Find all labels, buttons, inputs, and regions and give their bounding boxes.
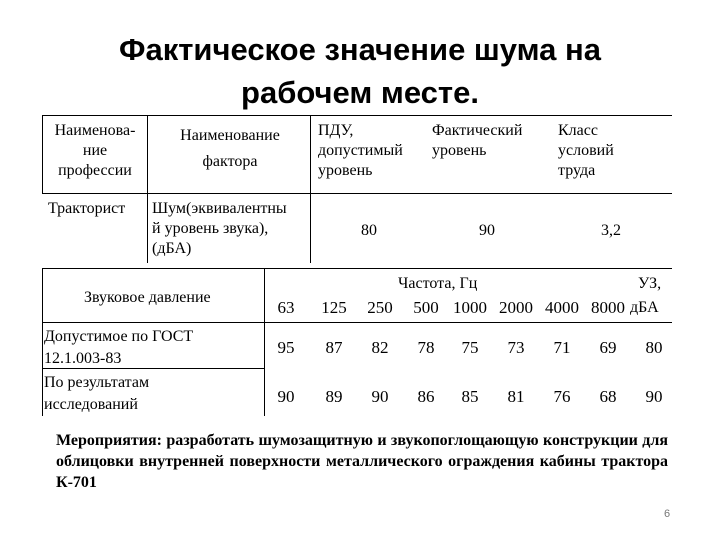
cell-text: Шум(эквивалентны: [152, 200, 287, 217]
slide-title: [0, 28, 720, 114]
header-text: ПДУ,: [318, 122, 354, 139]
value-cell: 90: [277, 387, 295, 406]
table-border-top: [42, 268, 672, 269]
title-line-1: Фактическое значение шума на: [119, 32, 601, 67]
value-cell: 85: [461, 387, 479, 406]
cell-text: (дБА): [152, 240, 192, 257]
row-label-text: Допустимое по ГОСТ: [44, 328, 194, 345]
page-number: 6: [664, 508, 671, 520]
header-factor: [160, 123, 300, 175]
value-cell-uz: 90: [645, 387, 663, 406]
measures-label: Мероприятия:: [56, 432, 162, 449]
header-text: уровень: [318, 162, 373, 179]
table-border-left: [42, 115, 43, 193]
row-label-text: 12.1.003-83: [44, 350, 122, 367]
column-divider: [147, 115, 148, 263]
cell-text: й уровень звука),: [152, 220, 269, 237]
value-cell: 89: [325, 387, 343, 406]
value-cell: 78: [417, 338, 435, 357]
frequency-1000: 1000: [453, 298, 487, 317]
column-divider: [310, 115, 311, 263]
table-row-divider: [42, 193, 672, 194]
value-cell: 68: [599, 387, 617, 406]
cell-actual: 90: [479, 222, 495, 239]
header-text: ние: [82, 142, 108, 159]
title-line-2: рабочем месте.: [241, 75, 479, 110]
factor-table: [42, 115, 672, 265]
measures-text: разработать шумозащитную и звукопоглощающую конструкции для облицовки внутренней поверхности металлического ограждения кабины трактора К-701: [56, 432, 669, 491]
frequency-250: 250: [367, 298, 393, 317]
value-cell: 69: [599, 338, 617, 357]
value-cell: 71: [553, 338, 571, 357]
header-text: Фактический: [432, 122, 523, 139]
value-cell: 87: [325, 338, 343, 357]
frequency-125: 125: [321, 298, 347, 317]
value-cell: 75: [461, 338, 479, 357]
value-cell: 82: [371, 338, 389, 357]
frequency-8000: 8000: [591, 298, 625, 317]
frequency-500: 500: [413, 298, 439, 317]
header-actual: [432, 121, 552, 161]
cell-class: 3,2: [601, 222, 621, 239]
header-profession: [44, 121, 146, 181]
value-cell-uz: 80: [645, 338, 663, 357]
header-text: условий: [558, 142, 614, 159]
table-border-left: [42, 268, 43, 416]
header-text: Класс: [558, 122, 598, 139]
label-uz: УЗ,: [638, 275, 662, 292]
cell-pdu: 80: [361, 222, 377, 239]
header-text: допустимый: [318, 142, 403, 159]
frequency-63: 63: [277, 298, 295, 317]
header-text: Наименование: [180, 127, 280, 144]
pressure-table: [42, 268, 672, 418]
frequency-2000: 2000: [499, 298, 533, 317]
value-cell: 86: [417, 387, 435, 406]
row-label-gost: [44, 326, 262, 370]
value-cell: 73: [507, 338, 525, 357]
measures-paragraph: [56, 430, 668, 493]
cell-factor: [152, 199, 310, 259]
value-cell: 90: [371, 387, 389, 406]
cell-profession: Тракторист: [48, 200, 126, 217]
header-class: [558, 121, 658, 181]
row-label-research: [44, 372, 262, 416]
header-text: Наименова-: [54, 122, 136, 139]
table-row-divider: [42, 322, 672, 323]
row-label-text: исследований: [44, 396, 138, 413]
label-uz-unit: дБА: [630, 299, 659, 316]
frequency-4000: 4000: [545, 298, 579, 317]
header-pdu: [318, 121, 430, 181]
value-cell: 81: [507, 387, 525, 406]
label-frequency: Частота, Гц: [398, 275, 478, 292]
header-text: труда: [558, 162, 596, 179]
value-cell: 76: [553, 387, 571, 406]
row-label-text: По результатам: [44, 374, 150, 391]
value-cell: 95: [277, 338, 295, 357]
table-border-top: [42, 115, 672, 116]
label-sound-pressure: Звуковое давление: [84, 289, 211, 306]
header-text: уровень: [432, 142, 487, 159]
header-text: профессии: [58, 162, 132, 179]
header-text: фактора: [202, 153, 258, 170]
